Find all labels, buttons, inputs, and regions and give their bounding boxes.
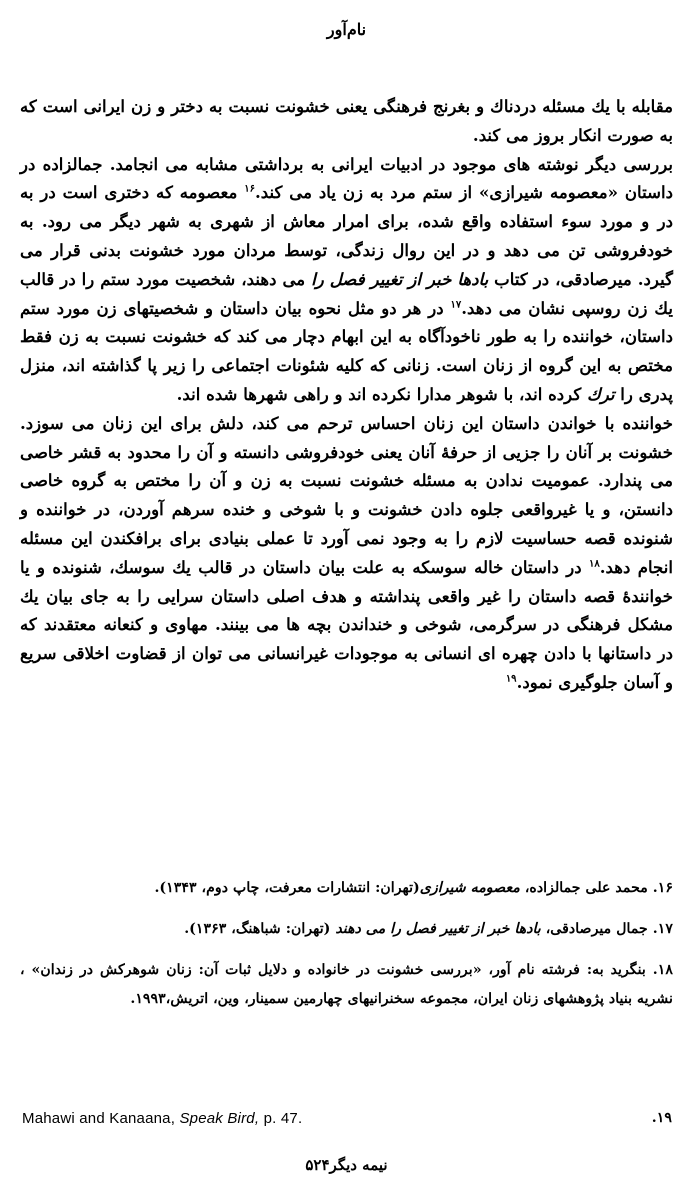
footnote-19-citation: Mahawi and Kanaana, Speak Bird, p. 47. xyxy=(22,1110,303,1127)
book-title-badha: بادها خبر از تغییر فصل را xyxy=(311,268,489,289)
paragraph-3: خواننده با خواندن داستان این زنان احساس ترحم می کند، دلش برای این زنان می سوزد. خشونت بر آنان را جزیی از حرفهٔ آنان یعنی خودفروشی دانسته و آن را محدود به قشر خاصی می پندارد. عمومیت ندادن به مسئله خشونت نسبت به زن و آن را مختص به گروه خاصی دانستن، و یا غیرواقعی جلوه دادن خشونت و با شوخی و خنده سرهم آوردن، در خواننده و شنونده قصه حساسیت لازم را به وجود نمی آورد تا عملی بنیادی برای برافکندن این مسئله انجام دهد.$^{۱۸}$ در داستان خاله سوسکه به علت بیان داستان در قالب یك سوسك، شنونده و یا خوانندهٔ قصه داستان را غیر واقعی پنداشته و هدف اصلی داستان سرایی را به جای بیان یك مشکل فرهنگی در سرگرمی، شوخی و خنداندن بچه ها می بینند. مهاوی و کنعانه معتقدند که در داستانها با دادن چهره ای انسانی به موجودات غیرانسانی می توان از قضاوت اخلاقی سریع و آسان جلوگیری نمود.$^{۱۹}$ xyxy=(20,412,673,692)
footnote-19-number: ۱۹. xyxy=(651,1110,672,1126)
paragraph-2: بررسی دیگر نوشته های موجود در ادبیات ایرانی به برداشتی مشابه می انجامد. جمالزاده در داستان «معصومه شیرازی» از ستم مرد به زن یاد می کند.$^{۱۶}$ معصومه که دختری است در به در و مورد سوء استفاده واقع شده، برای امرار معاش از شهری به شهر دیگر می رود. به خودفروشی تن می دهد و در این روال زندگی، توسط مردان مورد خشونت بدنی قرار می گیرد. میرصادقی، در کتاب بادها خبر از تغییر فصل را می دهند، شخصیت مورد ستم را در قالب یك زن روسپی نشان می دهد.$^{۱۷}$ در هر دو مثل نحوه بیان داستان و شخصیتهای زن مورد ستم داستان، خواننده را به طور ناخودآگاه به این ابهام دچار می کند که خشونت نسبت به زن فقط مختص به این گروه از زنان است. زنانی که کلیه شئونات اجتماعی را زیر پا گذاشته اند، منزل پدری را ترك کرده اند، با شوهر مدارا نکرده اند و راهی شهرها شده اند. xyxy=(20,153,674,404)
footnote-ref-19[interactable]: ۱۹ xyxy=(505,673,517,685)
footnote-16: ۱۶. محمد علی جمالزاده، معصومه شیرازی(تهران: انتشارات معرفت، چاپ دوم، ۱۳۴۳). xyxy=(154,880,673,896)
footnote-17: ۱۷. جمال میرصادقی، بادها خبر از تغییر فصل را می دهند (تهران: شباهنگ، ۱۳۶۳). xyxy=(184,921,673,937)
word-tark: ترك xyxy=(587,383,615,404)
footnote-ref-16[interactable]: ۱۶ xyxy=(244,183,256,195)
footnote-ref-17[interactable]: ۱۷ xyxy=(450,299,462,311)
running-title: نام‌آور xyxy=(326,20,367,39)
page-footer: نیمه دیگر۵۲۴ xyxy=(305,1156,388,1174)
main-text xyxy=(20,92,673,697)
footnote-18: ۱۸. بنگرید به: فرشته نام آور، «بررسی خشونت در خانواده و دلایل ثبات آن: زنان شوهرکش در زندان» ، نشریه بنیاد پژوهشهای زنان ایران، مجموعه سخنرانیهای چهارمین سمینار، وین، اتریش،۱۹۹۳. xyxy=(20,962,673,1007)
story-title-masoumeh: «معصومه شیرازی» xyxy=(479,182,618,203)
paragraph-1: مقابله با یك مسئله دردناك و بغرنج فرهنگی یعنی خشونت نسبت به دختر و زن ایرانی است که به صورت انکار بروز می کند. xyxy=(20,96,673,145)
footnote-19 xyxy=(22,1110,672,1136)
footnotes xyxy=(20,874,673,1024)
footnote-ref-18[interactable]: ۱۸ xyxy=(589,558,600,570)
